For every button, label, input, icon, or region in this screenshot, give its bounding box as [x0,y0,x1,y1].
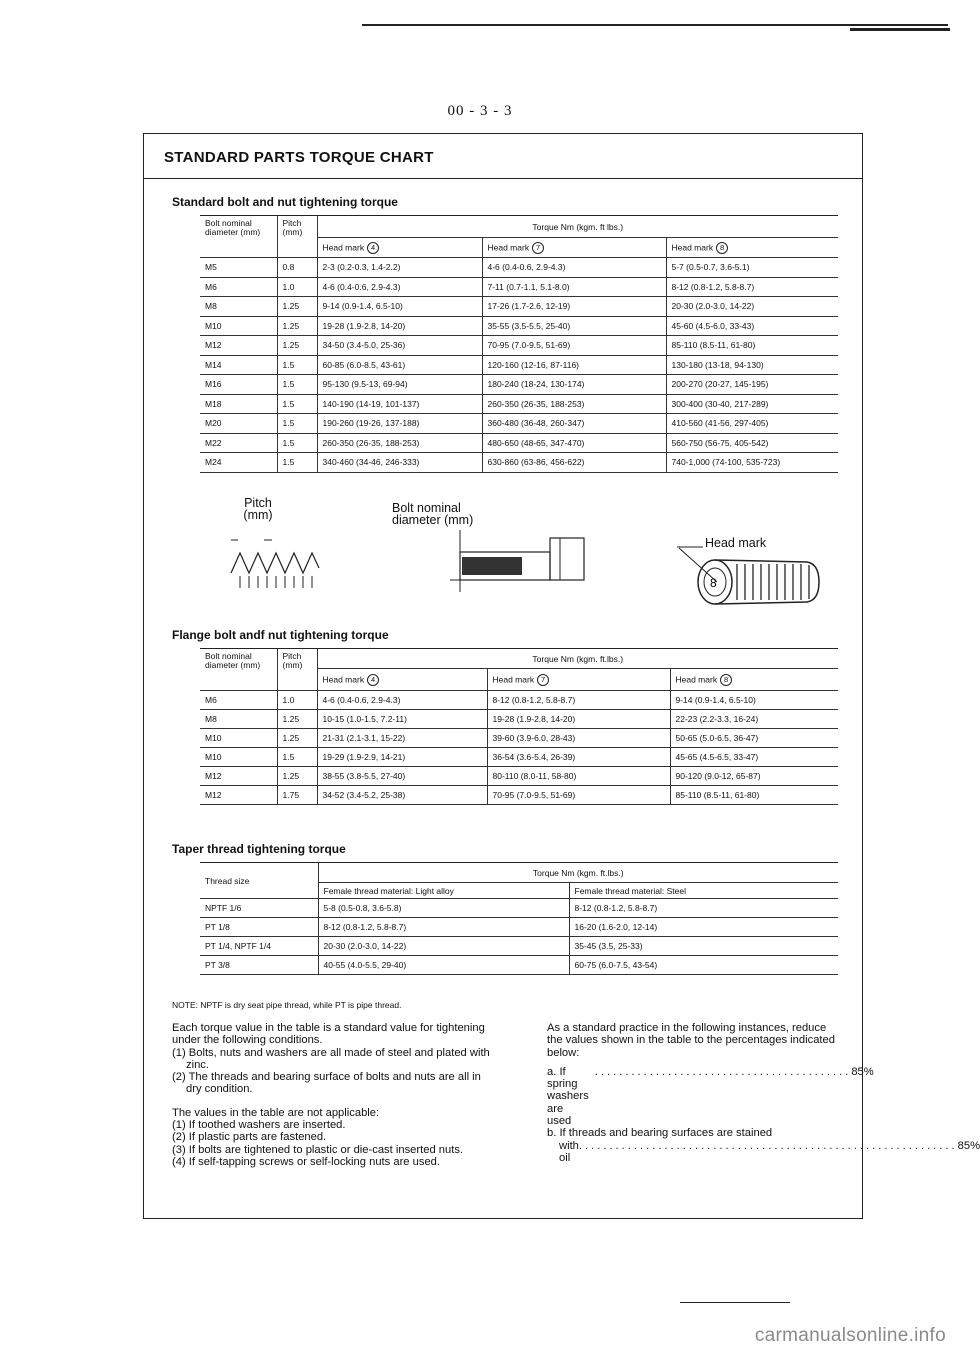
table-cell-m8: 410-560 (41-56, 297-405) [666,414,838,434]
table-cell-pitch: 1.25 [277,729,317,748]
table-cell-m8: 5-7 (0.5-0.7, 3.6-5.1) [666,258,838,278]
not-applicable-3: (3) If bolts are tightened to plastic or die-cast inserted nuts. [172,1143,464,1156]
table-cell-m7: 70-95 (7.0-9.5, 51-69) [482,336,666,356]
table-cell-m8: 560-750 (56-75, 405-542) [666,433,838,453]
standard-table-body [200,258,838,473]
spring-washer-line [547,1065,874,1128]
table-cell-m7: 4-6 (0.4-0.6, 2.9-4.3) [482,258,666,278]
table-cell-m7: 70-95 (7.0-9.5, 51-69) [487,786,670,805]
pitch-header: Pitch (mm) [277,216,317,258]
table-row [200,937,838,956]
table-cell-m7: 35-55 (3.5-5.5, 25-40) [482,316,666,336]
bolt-head-mark-diagram [677,538,847,618]
head-mark-7-icon: 7 [532,242,544,254]
table-cell-m4: 38-55 (3.8-5.5, 27-40) [317,767,487,786]
table-cell-size: M12 [200,336,277,356]
table-cell-size: M22 [200,433,277,453]
table-cell-m8: 22-23 (2.2-3.3, 16-24) [670,710,838,729]
table-cell-m4: 60-85 (6.0-8.5, 43-61) [317,355,482,375]
table-cell-m4: 190-260 (19-26, 137-188) [317,414,482,434]
head-mark-8-icon: 8 [716,242,728,254]
condition-1: (1) Bolts, nuts and washers are all made of steel and plated with zinc. [172,1046,490,1071]
table-cell-pitch: 1.25 [277,297,317,317]
table-row [200,767,838,786]
table-cell-size: NPTF 1/6 [200,899,318,918]
table-cell-light: 40-55 (4.0-5.5, 29-40) [318,956,569,975]
table-cell-size: M18 [200,394,277,414]
head-mark-8-icon: 8 [720,674,732,686]
table-cell-m8: 740-1,000 (74-100, 535-723) [666,453,838,473]
table-cell-size: M14 [200,355,277,375]
taper-section-title: Taper thread tightening torque [172,842,346,856]
head-mark-4-header: Head mark 4 [317,238,482,258]
flange-pitch-header: Pitch (mm) [277,649,317,691]
table-cell-pitch: 1.5 [277,394,317,414]
table-cell-m7: 19-28 (1.9-2.8, 14-20) [487,710,670,729]
site-watermark: carmanualsonline.info [754,1325,946,1346]
flange-torque-header: Torque Nm (kgm. ft.lbs.) [317,649,838,669]
table-cell-m7: 8-12 (0.8-1.2, 5.8-8.7) [487,691,670,710]
oil-stained-label: b. If threads and bearing surfaces are stained [547,1127,773,1140]
flange-section-title: Flange bolt andf nut tightening torque [172,628,389,642]
scan-artifact-top [362,24,948,26]
thread-size-header: Thread size [200,863,318,899]
table-cell-m4: 10-15 (1.0-1.5, 7.2-11) [317,710,487,729]
table-row [200,258,838,278]
table-cell-m7: 36-54 (3.6-5.4, 26-39) [487,748,670,767]
table-cell-m7: 260-350 (26-35, 188-253) [482,394,666,414]
table-cell-m8: 90-120 (9.0-12, 65-87) [670,767,838,786]
table-row [200,433,838,453]
table-cell-pitch: 1.25 [277,336,317,356]
table-cell-size: M8 [200,297,277,317]
table-cell-light: 5-8 (0.5-0.8, 3.6-5.8) [318,899,569,918]
table-cell-m8: 85-110 (8.5-11, 61-80) [666,336,838,356]
head-mark-7-header: Head mark 7 [482,238,666,258]
table-cell-m7: 480-650 (48-65, 347-470) [482,433,666,453]
table-cell-m7: 120-160 (12-16, 87-116) [482,355,666,375]
table-cell-pitch: 1.0 [277,277,317,297]
flange-table-body [200,691,838,805]
table-cell-m4: 4-6 (0.4-0.6, 2.9-4.3) [317,691,487,710]
table-cell-pitch: 1.5 [277,375,317,395]
table-cell-size: PT 1/4, NPTF 1/4 [200,937,318,956]
table-cell-m4: 34-50 (3.4-5.0, 25-36) [317,336,482,356]
head-mark-8-header: Head mark 8 [666,238,838,258]
standard-torque-table [200,215,838,473]
table-cell-size: M6 [200,277,277,297]
flange-head-mark-4-header: Head mark 4 [317,669,487,691]
table-row [200,375,838,395]
table-cell-m7: 17-26 (1.7-2.6, 12-19) [482,297,666,317]
table-cell-pitch: 1.25 [277,767,317,786]
table-cell-size: M10 [200,729,277,748]
table-cell-m7: 180-240 (18-24, 130-174) [482,375,666,395]
table-cell-m8: 85-110 (8.5-11, 61-80) [670,786,838,805]
table-cell-m4: 4-6 (0.4-0.6, 2.9-4.3) [317,277,482,297]
light-alloy-header: Female thread material: Light alloy [318,883,569,899]
table-cell-light: 20-30 (2.0-3.0, 14-22) [318,937,569,956]
chart-title: STANDARD PARTS TORQUE CHART [164,149,434,166]
thread-pitch-diagram [226,528,326,588]
table-cell-pitch: 1.5 [277,355,317,375]
table-cell-m7: 7-11 (0.7-1.1, 5.1-8.0) [482,277,666,297]
table-cell-pitch: 1.25 [277,316,317,336]
table-cell-m8: 20-30 (2.0-3.0, 14-22) [666,297,838,317]
table-cell-size: M6 [200,691,277,710]
condition-2: (2) The threads and bearing surface of bolts and nuts are all in dry condition. [172,1071,481,1096]
steel-header: Female thread material: Steel [569,883,838,899]
table-cell-steel: 60-75 (6.0-7.5, 43-54) [569,956,838,975]
pitch-figure-label: Pitch (mm) [243,496,273,522]
table-row [200,394,838,414]
pipe-thread-note: NOTE: NPTF is dry seat pipe thread, while PT is pipe thread. [172,1000,402,1010]
table-cell-size: M10 [200,316,277,336]
table-cell-m7: 80-110 (8.0-11, 58-80) [487,767,670,786]
table-cell-size: M12 [200,786,277,805]
scan-artifact-bottom [680,1302,790,1303]
diameter-header: Bolt nominal diameter (mm) [200,216,277,258]
table-row [200,297,838,317]
table-cell-m4: 340-460 (34-46, 246-333) [317,453,482,473]
table-cell-m4: 19-28 (1.9-2.8, 14-20) [317,316,482,336]
table-row [200,918,838,937]
conditions-intro: Each torque value in the table is a standard value for tightening under the following conditions. [172,1022,485,1047]
table-row [200,710,838,729]
table-cell-size: M10 [200,748,277,767]
table-cell-size: M20 [200,414,277,434]
table-row [200,956,838,975]
table-row [200,277,838,297]
table-cell-m8: 200-270 (20-27, 145-195) [666,375,838,395]
oil-stained-label-2: with oil [559,1139,579,1164]
flange-head-mark-7-header: Head mark 7 [487,669,670,691]
table-cell-light: 8-12 (0.8-1.2, 5.8-8.7) [318,918,569,937]
spring-washer-value: 85% [851,1065,874,1078]
table-cell-steel: 8-12 (0.8-1.2, 5.8-8.7) [569,899,838,918]
table-row [200,729,838,748]
table-cell-pitch: 1.5 [277,748,317,767]
table-cell-m8: 50-65 (5.0-6.5, 36-47) [670,729,838,748]
head-mark-7-icon: 7 [537,674,549,686]
table-cell-size: M12 [200,767,277,786]
table-row [200,414,838,434]
table-cell-m4: 95-130 (9.5-13, 69-94) [317,375,482,395]
table-cell-m8: 300-400 (30-40, 217-289) [666,394,838,414]
table-cell-m8: 45-60 (4.5-6.0, 33-43) [666,316,838,336]
page-number: 00 - 3 - 3 [447,103,513,119]
flange-diameter-header: Bolt nominal diameter (mm) [200,649,277,691]
table-row [200,748,838,767]
diameter-figure-label: Bolt nominal diameter (mm) [392,501,474,527]
flange-torque-table [200,648,838,805]
table-cell-steel: 35-45 (3.5, 25-33) [569,937,838,956]
table-cell-m4: 260-350 (26-35, 188-253) [317,433,482,453]
conditions-text [172,1022,496,1168]
leader-dots: .............................................................. [578,1139,958,1152]
table-cell-pitch: 1.5 [277,433,317,453]
table-cell-m4: 21-31 (2.1-3.1, 15-22) [317,729,487,748]
taper-table-body [200,899,838,975]
taper-torque-header: Torque Nm (kgm. ft.lbs.) [318,863,838,883]
table-cell-pitch: 1.0 [277,691,317,710]
taper-torque-table [200,862,838,975]
torque-header: Torque Nm (kgm. ft lbs.) [317,216,838,238]
reduction-text [547,1022,980,1164]
table-cell-pitch: 1.5 [277,414,317,434]
not-applicable-2: (2) If plastic parts are fastened. [172,1131,327,1144]
table-cell-m7: 630-860 (63-86, 456-622) [482,453,666,473]
table-cell-m4: 9-14 (0.9-1.4, 6.5-10) [317,297,482,317]
head-mark-4-icon: 4 [367,242,379,254]
head-mark-figure-label: Head mark [705,536,767,550]
spring-washer-label: a. If spring washers are used [547,1065,589,1128]
table-cell-pitch: 1.75 [277,786,317,805]
oil-stained-value: 85% [957,1139,980,1152]
table-row [200,453,838,473]
table-cell-size: PT 3/8 [200,956,318,975]
table-cell-m8: 8-12 (0.8-1.2, 5.8-8.7) [666,277,838,297]
table-cell-pitch: 1.25 [277,710,317,729]
table-cell-m8: 130-180 (13-18, 94-130) [666,355,838,375]
table-cell-steel: 16-20 (1.6-2.0, 12-14) [569,918,838,937]
table-cell-size: M8 [200,710,277,729]
flange-head-mark-8-header: Head mark 8 [670,669,838,691]
scan-artifact-top-right [850,28,950,31]
reduction-intro: As a standard practice in the following instances, reduce the values shown in the table to the percentages indicated below: [547,1022,835,1059]
table-cell-m4: 2-3 (0.2-0.3, 1.4-2.2) [317,258,482,278]
table-row [200,691,838,710]
table-cell-m7: 39-60 (3.9-6.0, 28-43) [487,729,670,748]
table-cell-m4: 140-190 (14-19, 101-137) [317,394,482,414]
table-cell-pitch: 0.8 [277,258,317,278]
leader-dots: .......................................... [588,1065,852,1078]
table-row [200,336,838,356]
table-cell-size: M5 [200,258,277,278]
table-cell-size: M24 [200,453,277,473]
table-cell-m8: 45-65 (4.5-6.5, 33-47) [670,748,838,767]
table-cell-m4: 34-52 (3.4-5.2, 25-38) [317,786,487,805]
bolt-side-view-diagram [450,530,590,600]
table-cell-pitch: 1.5 [277,453,317,473]
not-applicable-4: (4) If self-tapping screws or self-locking nuts are used. [172,1155,440,1168]
table-row [200,786,838,805]
table-cell-m4: 19-29 (1.9-2.9, 14-21) [317,748,487,767]
not-applicable-1: (1) If toothed washers are inserted. [172,1119,346,1132]
table-row [200,316,838,336]
head-mark-4-icon: 4 [367,674,379,686]
table-cell-size: PT 1/8 [200,918,318,937]
svg-text:8: 8 [710,576,717,590]
table-cell-m8: 9-14 (0.9-1.4, 6.5-10) [670,691,838,710]
oil-stained-line [547,1139,980,1165]
table-cell-size: M16 [200,375,277,395]
table-row [200,355,838,375]
standard-section-title: Standard bolt and nut tightening torque [172,195,398,209]
not-applicable-intro: The values in the table are not applicable: [172,1106,380,1119]
title-bar [144,134,862,179]
table-row [200,899,838,918]
table-cell-m7: 360-480 (36-48, 260-347) [482,414,666,434]
